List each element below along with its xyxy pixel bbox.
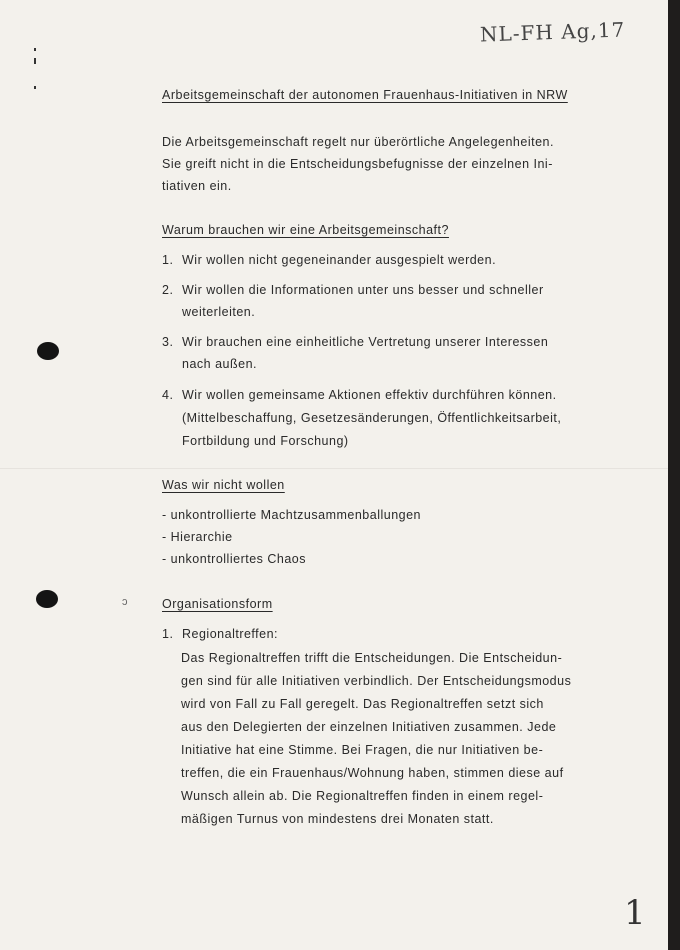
organisation-text-line: treffen, die ein Frauenhaus/Wohnung haben, stimmen diese auf	[181, 766, 564, 780]
organisation-text-line: Initiative hat eine Stimme. Bei Fragen, die nur Initiativen be-	[181, 743, 544, 757]
list-number: 1.	[162, 253, 174, 267]
list-item-text: Wir wollen nicht gegeneinander ausgespielt werden.	[182, 253, 497, 267]
organisation-item-title: Regionaltreffen:	[182, 627, 279, 641]
list-number: 3.	[162, 335, 174, 349]
not-wanted-item: - Hierarchie	[162, 530, 233, 544]
archive-reference-note: NL-FH Ag,17	[479, 17, 626, 47]
not-wanted-heading: Was wir nicht wollen	[162, 478, 285, 492]
organisation-text-line: Das Regionaltreffen trifft die Entscheidungen. Die Entscheidun-	[181, 651, 563, 665]
list-item-text: Fortbildung und Forschung)	[182, 434, 349, 448]
organisation-text-line: Wunsch allein ab. Die Regionaltreffen finden in einem regel-	[181, 789, 544, 803]
page-number: 1	[624, 893, 646, 933]
organisation-text-line: gen sind für alle Initiativen verbindlich. Der Entscheidungsmodus	[181, 674, 572, 688]
why-heading: Warum brauchen wir eine Arbeitsgemeinschaft?	[162, 223, 449, 237]
organisation-text-line: mäßigen Turnus von mindestens drei Monaten statt.	[181, 812, 494, 826]
document-title: Arbeitsgemeinschaft der autonomen Frauenhaus-Initiativen in NRW	[162, 88, 568, 102]
intro-line: Sie greift nicht in die Entscheidungsbefugnisse der einzelnen Ini-	[162, 157, 553, 171]
list-item-text: nach außen.	[182, 357, 257, 371]
list-item-text: (Mittelbeschaffung, Gesetzesänderungen, Öffentlichkeitsarbeit,	[182, 411, 562, 425]
stray-mark: ɔ	[122, 596, 128, 608]
margin-mark	[34, 86, 36, 89]
list-number: 2.	[162, 283, 174, 297]
list-number: 4.	[162, 388, 174, 402]
organisation-text-line: aus den Delegierten der einzelnen Initiativen zusammen. Jede	[181, 720, 557, 734]
list-item-text: Wir brauchen eine einheitliche Vertretung unserer Interessen	[182, 335, 549, 349]
not-wanted-item: - unkontrollierte Machtzusammenballungen	[162, 508, 422, 522]
list-item-text: Wir wollen gemeinsame Aktionen effektiv durchführen können.	[182, 388, 557, 402]
not-wanted-item: - unkontrolliertes Chaos	[162, 552, 307, 566]
scan-edge	[668, 0, 680, 950]
intro-line: Die Arbeitsgemeinschaft regelt nur überörtliche Angelegenheiten.	[162, 135, 554, 149]
page-fold-line	[0, 468, 668, 469]
margin-mark	[34, 58, 36, 64]
margin-mark	[34, 48, 36, 51]
list-item-text: Wir wollen die Informationen unter uns besser und schneller	[182, 283, 544, 297]
intro-line: tiativen ein.	[162, 179, 232, 193]
punch-hole	[37, 342, 59, 360]
list-item-text: weiterleiten.	[182, 305, 256, 319]
organisation-text-line: wird von Fall zu Fall geregelt. Das Regionaltreffen setzt sich	[181, 697, 544, 711]
punch-hole	[36, 590, 58, 608]
list-number: 1.	[162, 627, 174, 641]
organisation-heading: Organisationsform	[162, 597, 273, 611]
